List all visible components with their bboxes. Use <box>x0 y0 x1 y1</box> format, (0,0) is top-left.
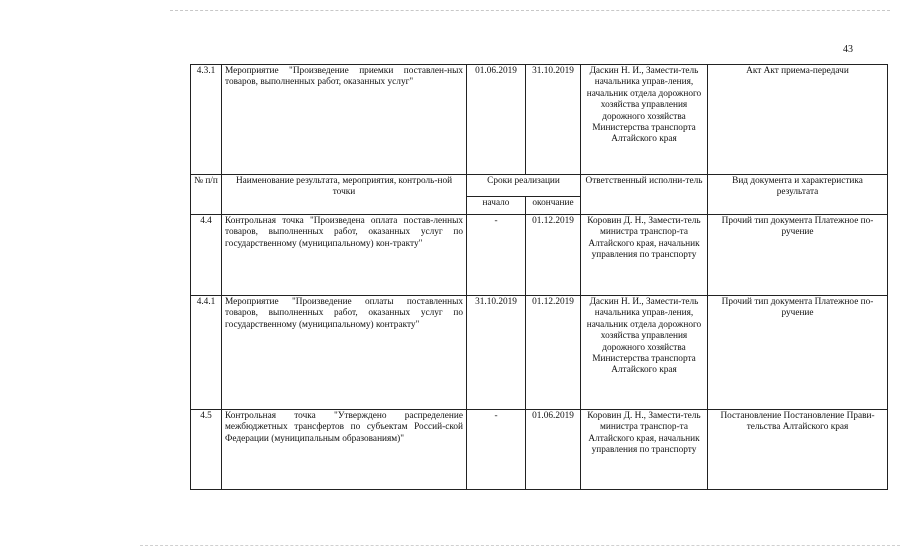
row-number: 4.4.1 <box>191 296 222 410</box>
row-name: Мероприятие "Произведение оплаты поставленных товаров, выполненных работ, оказанных услуг по государственному (муниципальному) контракту" <box>222 296 467 410</box>
page-number: 43 <box>843 44 853 55</box>
row-end-date: 01.12.2019 <box>526 296 581 410</box>
scan-artifact-bottom <box>140 545 900 546</box>
scan-artifact-top <box>170 10 890 11</box>
table-row <box>191 296 888 410</box>
row-responsible: Коровин Д. Н., Замести-тель министра транспор-та Алтайского края, начальник управления по транспорту <box>581 215 708 296</box>
header-end: окончание <box>526 197 581 215</box>
row-document: Постановление Постановление Прави-тельства Алтайского края <box>708 410 888 490</box>
row-end-date: 01.12.2019 <box>526 215 581 296</box>
header-period: Сроки реализации <box>467 175 581 197</box>
header-num: № п/п <box>191 175 222 215</box>
row-document: Прочий тип документа Платежное по-ручение <box>708 215 888 296</box>
row-responsible: Коровин Д. Н., Замести-тель министра транспор-та Алтайского края, начальник управления по транспорту <box>581 410 708 490</box>
row-responsible: Даскин Н. И., Замести-тель начальника управ-ления, начальник отдела дорожного хозяйства управления дорожного хозяйства Министерства транспорта Алтайского края <box>581 65 708 175</box>
row-document: Акт Акт приема-передачи <box>708 65 888 175</box>
row-start-date: - <box>467 215 526 296</box>
table-row <box>191 215 888 296</box>
row-number: 4.4 <box>191 215 222 296</box>
row-document: Прочий тип документа Платежное по-ручение <box>708 296 888 410</box>
table-row <box>191 410 888 490</box>
row-name: Контрольная точка "Произведена оплата постав-ленных товаров, выполненных работ, оказанных услуг по государственному (муниципальному) кон-тракту" <box>222 215 467 296</box>
row-name: Мероприятие "Произведение приемки поставлен-ных товаров, выполненных работ, оказанных услуг" <box>222 65 467 175</box>
row-responsible: Даскин Н. И., Замести-тель начальника управ-ления, начальник отдела дорожного хозяйства управления дорожного хозяйства Министерства транспорта Алтайского края <box>581 296 708 410</box>
row-start-date: 01.06.2019 <box>467 65 526 175</box>
row-end-date: 31.10.2019 <box>526 65 581 175</box>
header-start: начало <box>467 197 526 215</box>
schedule-table <box>190 64 888 490</box>
row-number: 4.3.1 <box>191 65 222 175</box>
header-responsible: Ответственный исполни-тель <box>581 175 708 215</box>
table-header-row <box>191 175 888 197</box>
row-start-date: - <box>467 410 526 490</box>
header-name: Наименование результата, мероприятия, контроль-ной точки <box>222 175 467 215</box>
row-start-date: 31.10.2019 <box>467 296 526 410</box>
table-row <box>191 65 888 175</box>
row-end-date: 01.06.2019 <box>526 410 581 490</box>
row-number: 4.5 <box>191 410 222 490</box>
header-document: Вид документа и характеристика результата <box>708 175 888 215</box>
row-name: Контрольная точка "Утверждено распределение межбюджетных трансфертов по субъектам Россий-ской Федерации (муниципальным образованиям)" <box>222 410 467 490</box>
